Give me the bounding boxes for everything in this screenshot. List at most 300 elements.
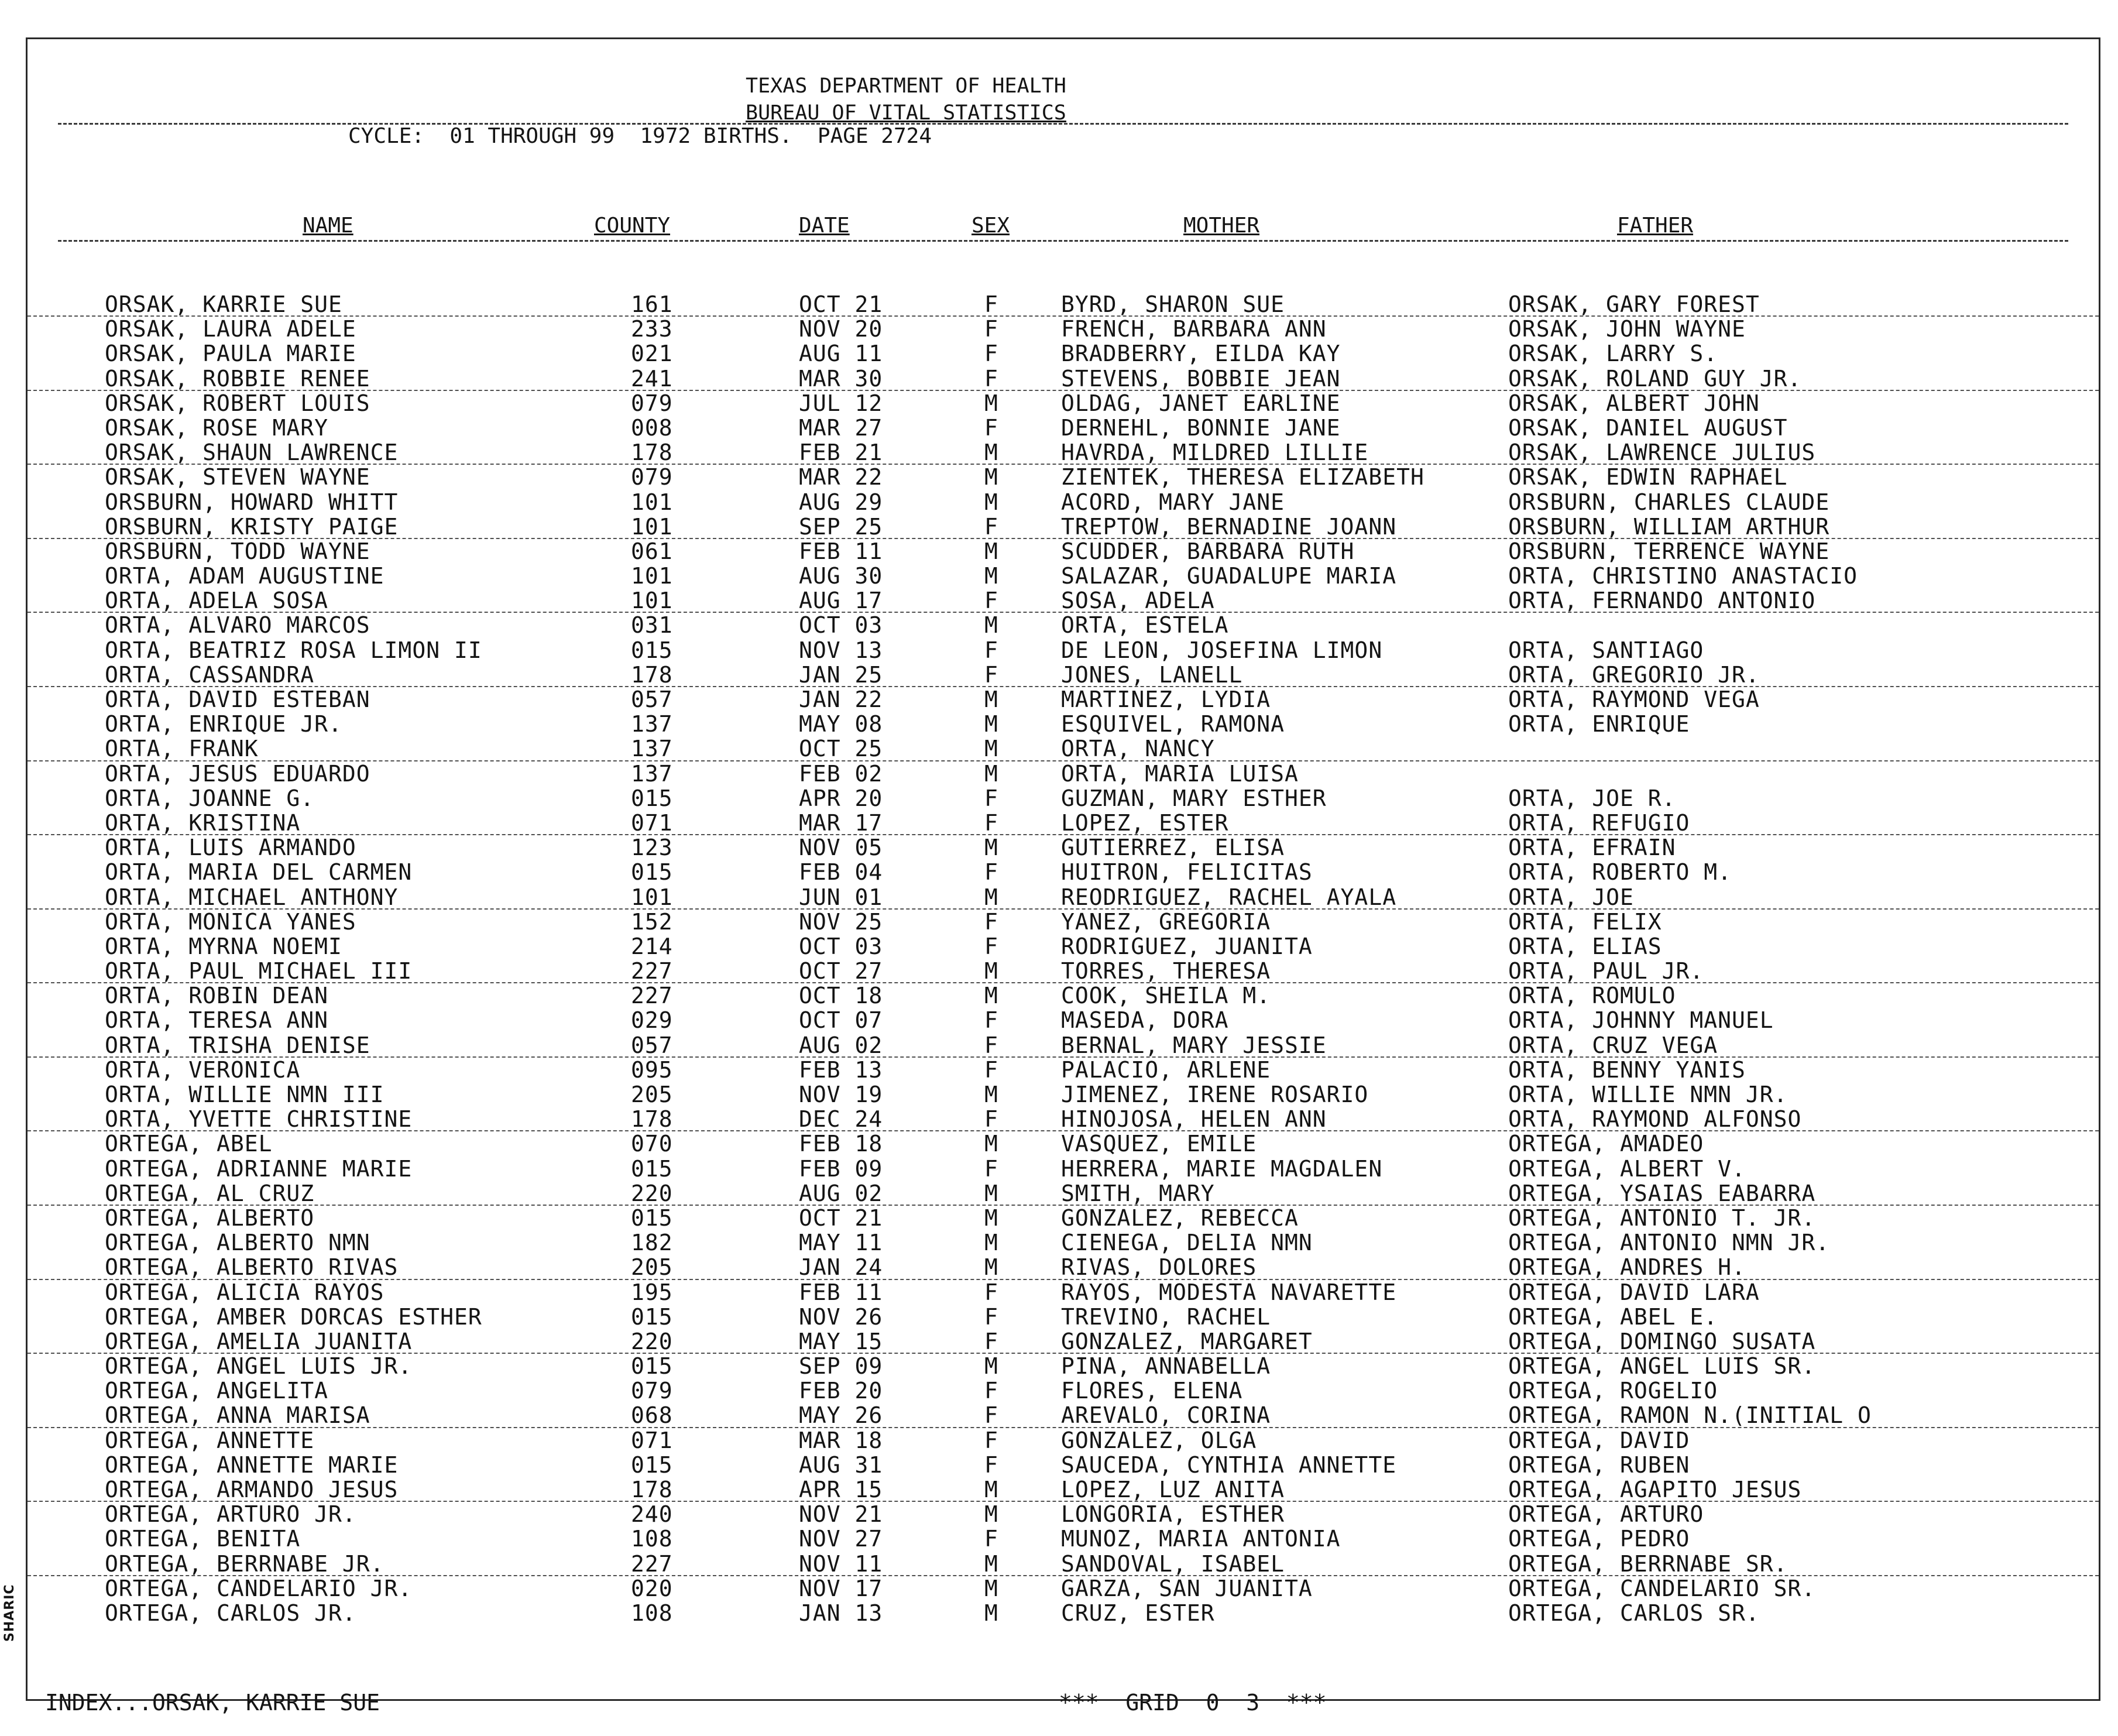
record-county: 101 <box>631 489 673 515</box>
record-date: AUG 02 <box>799 1032 883 1058</box>
record-county: 178 <box>631 440 673 466</box>
record-date: NOV 11 <box>799 1550 883 1577</box>
record-mother: ZIENTEK, THERESA ELIZABETH <box>1061 464 1424 490</box>
record-date: FEB 13 <box>799 1056 883 1083</box>
record-mother: LOPEZ, ESTER <box>1061 809 1229 836</box>
record-mother: VASQUEZ, EMILE <box>1061 1131 1257 1157</box>
record-date: AUG 30 <box>799 563 883 589</box>
record-row <box>28 712 2099 736</box>
record-row <box>28 1526 2099 1551</box>
record-name: ORTEGA, ABEL <box>105 1131 273 1157</box>
record-sex: F <box>984 1056 998 1083</box>
record-county: 178 <box>631 661 673 688</box>
record-name: ORTA, MICHAEL ANTHONY <box>105 884 399 910</box>
record-county: 020 <box>631 1575 673 1601</box>
record-date: APR 15 <box>799 1477 883 1502</box>
record-name: ORTEGA, ANNA MARISA <box>105 1402 370 1429</box>
record-name: ORTEGA, ANNETTE MARIE <box>105 1452 399 1478</box>
record-row <box>28 1280 2099 1305</box>
record-row <box>28 1502 2099 1526</box>
record-row <box>28 1082 2099 1107</box>
record-father: ORTA, JOE R. <box>1508 785 1676 811</box>
record-mother: RODRIGUEZ, JUANITA <box>1061 933 1313 959</box>
record-name: ORTA, KRISTINA <box>105 809 301 836</box>
record-sex: F <box>984 1155 998 1182</box>
record-sex: F <box>984 859 998 886</box>
record-county: 021 <box>631 341 673 367</box>
record-father: ORTA, RAYMOND ALFONSO <box>1508 1106 1802 1133</box>
record-father: ORTA, JOE <box>1508 884 1634 910</box>
record-name: ORTEGA, ARTURO JR. <box>105 1501 356 1528</box>
record-sex: M <box>984 983 998 1009</box>
record-date: MAR 17 <box>799 809 883 836</box>
record-county: 015 <box>631 1155 673 1182</box>
record-name: ORTA, ADELA SOSA <box>105 588 329 614</box>
record-sex: M <box>984 563 998 589</box>
record-name: ORTEGA, ARMANDO JESUS <box>105 1477 399 1502</box>
record-date: JAN 25 <box>799 661 883 688</box>
record-row <box>28 490 2099 514</box>
record-county: 071 <box>631 809 673 836</box>
record-name: ORSAK, ROBBIE RENEE <box>105 365 370 392</box>
record-sex: M <box>984 687 998 712</box>
record-father: ORTA, EFRAIN <box>1508 835 1676 861</box>
record-sex: M <box>984 489 998 515</box>
record-sex: M <box>984 390 998 416</box>
record-row <box>28 292 2099 317</box>
record-row <box>28 1403 2099 1428</box>
record-county: 057 <box>631 1032 673 1058</box>
record-date: FEB 20 <box>799 1378 883 1404</box>
record-county: 061 <box>631 538 673 564</box>
record-row <box>28 1058 2099 1082</box>
header-rule-bottom <box>58 240 2068 242</box>
record-father: ORSAK, EDWIN RAPHAEL <box>1508 464 1788 490</box>
record-sex: M <box>984 1254 998 1281</box>
record-mother: FLORES, ELENA <box>1061 1378 1243 1404</box>
record-date: MAR 22 <box>799 464 883 490</box>
record-name: ORTA, LUIS ARMANDO <box>105 835 356 861</box>
record-county: 108 <box>631 1600 673 1626</box>
record-row <box>28 514 2099 539</box>
record-county: 101 <box>631 884 673 910</box>
record-date: FEB 18 <box>799 1131 883 1157</box>
record-father: ORTEGA, ABEL E. <box>1508 1303 1718 1330</box>
record-row <box>28 341 2099 366</box>
column-header-date: DATE <box>799 214 850 238</box>
record-sex: F <box>984 291 998 317</box>
record-father: ORTEGA, YSAIAS EABARRA <box>1508 1180 1816 1206</box>
record-date: FEB 11 <box>799 538 883 564</box>
agency-title: TEXAS DEPARTMENT OF HEALTH <box>746 74 1066 98</box>
record-name: ORTEGA, ALICIA RAYOS <box>105 1279 385 1305</box>
record-mother: PALACIO, ARLENE <box>1061 1056 1271 1083</box>
record-mother: TREPTOW, BERNADINE JOANN <box>1061 513 1397 540</box>
record-mother: ACORD, MARY JANE <box>1061 489 1285 515</box>
record-date: FEB 11 <box>799 1279 883 1305</box>
record-father: ORTEGA, DAVID LARA <box>1508 1279 1760 1305</box>
record-sex: F <box>984 1452 998 1478</box>
record-father: ORTA, SANTIAGO <box>1508 637 1704 663</box>
record-sex: M <box>984 1501 998 1528</box>
record-county: 079 <box>631 464 673 490</box>
record-date: JAN 22 <box>799 687 883 712</box>
record-date: MAY 08 <box>799 711 883 737</box>
record-father: ORTEGA, CANDELARIO SR. <box>1508 1575 1816 1601</box>
record-row <box>28 663 2099 687</box>
record-mother: BRADBERRY, EILDA KAY <box>1061 341 1341 367</box>
record-mother: STEVENS, BOBBIE JEAN <box>1061 365 1341 392</box>
record-father: ORTEGA, RUBEN <box>1508 1452 1690 1478</box>
record-mother: SCUDDER, BARBARA RUTH <box>1061 538 1355 564</box>
record-name: ORTA, JOANNE G. <box>105 785 315 811</box>
record-father: ORTA, BENNY YANIS <box>1508 1056 1746 1083</box>
record-mother: SALAZAR, GUADALUPE MARIA <box>1061 563 1397 589</box>
record-sex: M <box>984 835 998 861</box>
record-date: MAR 27 <box>799 414 883 441</box>
record-row <box>28 786 2099 811</box>
record-date: JUL 12 <box>799 390 883 416</box>
record-sex: M <box>984 1180 998 1206</box>
record-row <box>28 539 2099 564</box>
record-mother: GONZALEZ, MARGARET <box>1061 1328 1313 1354</box>
record-mother: TREVINO, RACHEL <box>1061 1303 1271 1330</box>
record-sex: F <box>984 1427 998 1453</box>
record-date: MAR 30 <box>799 365 883 392</box>
record-sex: M <box>984 1353 998 1380</box>
record-mother: REODRIGUEZ, RACHEL AYALA <box>1061 884 1397 910</box>
record-sex: F <box>984 1378 998 1404</box>
record-name: ORSAK, ROSE MARY <box>105 414 329 441</box>
record-name: ORTEGA, AMELIA JUANITA <box>105 1328 413 1354</box>
record-mother: SOSA, ADELA <box>1061 588 1215 614</box>
record-father: ORTA, ROMULO <box>1508 983 1676 1009</box>
record-date: FEB 02 <box>799 760 883 787</box>
record-mother: SANDOVAL, ISABEL <box>1061 1550 1285 1577</box>
record-name: ORSAK, KARRIE SUE <box>105 291 342 317</box>
record-row <box>28 1378 2099 1403</box>
record-date: JUN 01 <box>799 884 883 910</box>
record-row <box>28 1576 2099 1601</box>
record-sex: F <box>984 1526 998 1552</box>
record-date: MAY 15 <box>799 1328 883 1354</box>
record-row <box>28 761 2099 786</box>
record-row <box>28 366 2099 391</box>
record-county: 233 <box>631 316 673 342</box>
sharic-stamp: SHARIC <box>2 1584 17 1642</box>
record-sex: F <box>984 513 998 540</box>
record-county: 095 <box>631 1056 673 1083</box>
record-date: NOV 17 <box>799 1575 883 1601</box>
record-mother: ORTA, ESTELA <box>1061 612 1229 639</box>
record-date: OCT 03 <box>799 933 883 959</box>
record-county: 161 <box>631 291 673 317</box>
record-row <box>28 440 2099 465</box>
record-sex: F <box>984 414 998 441</box>
record-mother: HAVRDA, MILDRED LILLIE <box>1061 440 1369 466</box>
record-sex: M <box>984 464 998 490</box>
record-row <box>28 1107 2099 1131</box>
record-county: 101 <box>631 563 673 589</box>
record-father: ORTA, PAUL JR. <box>1508 958 1704 984</box>
record-mother: BERNAL, MARY JESSIE <box>1061 1032 1327 1058</box>
record-mother: GONZALEZ, REBECCA <box>1061 1205 1299 1231</box>
record-mother: SMITH, MARY <box>1061 1180 1215 1206</box>
record-county: 015 <box>631 859 673 886</box>
record-sex: F <box>984 1032 998 1058</box>
record-county: 015 <box>631 1353 673 1380</box>
record-sex: M <box>984 1575 998 1601</box>
record-county: 108 <box>631 1526 673 1552</box>
record-county: 240 <box>631 1501 673 1528</box>
record-county: 214 <box>631 933 673 959</box>
record-name: ORSAK, ROBERT LOUIS <box>105 390 370 416</box>
record-mother: YANEZ, GREGORIA <box>1061 908 1271 935</box>
record-mother: JONES, LANELL <box>1061 661 1243 688</box>
record-name: ORTA, MARIA DEL CARMEN <box>105 859 413 886</box>
record-father: ORTEGA, ANTONIO T. JR. <box>1508 1205 1816 1231</box>
record-father: ORTA, ELIAS <box>1508 933 1662 959</box>
record-date: NOV 25 <box>799 908 883 935</box>
record-county: 178 <box>631 1106 673 1133</box>
record-name: ORTA, ADAM AUGUSTINE <box>105 563 385 589</box>
record-county: 227 <box>631 1550 673 1577</box>
record-sex: F <box>984 341 998 367</box>
record-row <box>28 687 2099 712</box>
record-row <box>28 317 2099 341</box>
record-mother: CRUZ, ESTER <box>1061 1600 1215 1626</box>
record-date: MAR 18 <box>799 1427 883 1453</box>
record-date: AUG 31 <box>799 1452 883 1478</box>
record-row <box>28 588 2099 613</box>
record-name: ORSBURN, TODD WAYNE <box>105 538 370 564</box>
record-row <box>28 1157 2099 1181</box>
record-sex: M <box>984 760 998 787</box>
register-page <box>26 37 2100 1716</box>
record-date: JAN 13 <box>799 1600 883 1626</box>
record-name: ORTEGA, ALBERTO <box>105 1205 315 1231</box>
record-mother: ESQUIVEL, RAMONA <box>1061 711 1285 737</box>
record-row <box>28 885 2099 910</box>
record-father: ORTEGA, AGAPITO JESUS <box>1508 1477 1802 1502</box>
record-name: ORSBURN, HOWARD WHITT <box>105 489 399 515</box>
record-father: ORTA, RAYMOND VEGA <box>1508 687 1760 712</box>
record-mother: LOPEZ, LUZ ANITA <box>1061 1477 1285 1502</box>
record-date: FEB 09 <box>799 1155 883 1182</box>
record-name: ORTEGA, ANGELITA <box>105 1378 329 1404</box>
record-name: ORTEGA, ANNETTE <box>105 1427 315 1453</box>
bureau-title: BUREAU OF VITAL STATISTICS <box>746 101 1066 125</box>
record-sex: F <box>984 1279 998 1305</box>
record-date: AUG 17 <box>799 588 883 614</box>
record-sex: F <box>984 908 998 935</box>
record-name: ORTA, PAUL MICHAEL III <box>105 958 413 984</box>
record-mother: ORTA, MARIA LUISA <box>1061 760 1299 787</box>
record-father: ORTEGA, ALBERT V. <box>1508 1155 1746 1182</box>
record-row <box>28 811 2099 835</box>
record-date: NOV 27 <box>799 1526 883 1552</box>
record-row <box>28 391 2099 416</box>
record-father: ORTEGA, ANTONIO NMN JR. <box>1508 1230 1830 1256</box>
record-date: OCT 21 <box>799 1205 883 1231</box>
record-father: ORTA, FERNANDO ANTONIO <box>1508 588 1816 614</box>
record-father: ORSAK, DANIEL AUGUST <box>1508 414 1788 441</box>
record-sex: F <box>984 588 998 614</box>
record-row <box>28 934 2099 959</box>
record-mother: FRENCH, BARBARA ANN <box>1061 316 1327 342</box>
record-mother: RIVAS, DOLORES <box>1061 1254 1257 1281</box>
record-father: ORSBURN, WILLIAM ARTHUR <box>1508 513 1830 540</box>
record-date: SEP 09 <box>799 1353 883 1380</box>
record-row <box>28 910 2099 934</box>
record-mother: RAYOS, MODESTA NAVARETTE <box>1061 1279 1397 1305</box>
record-row <box>28 416 2099 440</box>
record-county: 195 <box>631 1279 673 1305</box>
record-date: OCT 03 <box>799 612 883 639</box>
record-name: ORTEGA, ALBERTO NMN <box>105 1230 370 1256</box>
record-row <box>28 1230 2099 1255</box>
record-name: ORTA, YVETTE CHRISTINE <box>105 1106 413 1133</box>
record-sex: M <box>984 1230 998 1256</box>
record-name: ORTEGA, AL CRUZ <box>105 1180 315 1206</box>
index-reference: INDEX...ORSAK, KARRIE SUE <box>45 1690 380 1716</box>
record-date: DEC 24 <box>799 1106 883 1133</box>
record-name: ORTA, WILLIE NMN III <box>105 1082 385 1107</box>
record-county: 015 <box>631 785 673 811</box>
record-date: AUG 11 <box>799 341 883 367</box>
record-name: ORTA, TERESA ANN <box>105 1007 329 1034</box>
record-name: ORTA, MONICA YANES <box>105 908 356 935</box>
record-county: 205 <box>631 1254 673 1281</box>
record-father: ORSAK, ROLAND GUY JR. <box>1508 365 1802 392</box>
record-sex: F <box>984 637 998 663</box>
record-row <box>28 835 2099 860</box>
record-father: ORTA, ENRIQUE <box>1508 711 1690 737</box>
record-row <box>28 860 2099 884</box>
column-header-father: FATHER <box>1617 214 1694 238</box>
record-mother: MARTINEZ, LYDIA <box>1061 687 1271 712</box>
record-mother: BYRD, SHARON SUE <box>1061 291 1285 317</box>
record-father: ORTEGA, ARTURO <box>1508 1501 1704 1528</box>
record-row <box>28 465 2099 489</box>
record-mother: MASEDA, DORA <box>1061 1007 1229 1034</box>
record-name: ORTA, MYRNA NOEMI <box>105 933 342 959</box>
record-mother: COOK, SHEILA M. <box>1061 983 1271 1009</box>
record-mother: OLDAG, JANET EARLINE <box>1061 390 1341 416</box>
record-sex: M <box>984 1082 998 1107</box>
record-mother: LONGORIA, ESTHER <box>1061 1501 1285 1528</box>
record-date: FEB 04 <box>799 859 883 886</box>
record-county: 220 <box>631 1180 673 1206</box>
record-sex: M <box>984 440 998 466</box>
record-date: OCT 25 <box>799 736 883 762</box>
record-name: ORTA, DAVID ESTEBAN <box>105 687 370 712</box>
record-father: ORTA, ROBERTO M. <box>1508 859 1732 886</box>
record-county: 031 <box>631 612 673 639</box>
record-date: APR 20 <box>799 785 883 811</box>
record-name: ORTEGA, BENITA <box>105 1526 301 1552</box>
record-mother: HINOJOSA, HELEN ANN <box>1061 1106 1327 1133</box>
record-name: ORTA, FRANK <box>105 736 259 762</box>
record-sex: M <box>984 1477 998 1502</box>
record-county: 068 <box>631 1402 673 1429</box>
record-county: 178 <box>631 1477 673 1502</box>
record-county: 057 <box>631 687 673 712</box>
record-date: MAY 11 <box>799 1230 883 1256</box>
record-father: ORSAK, ALBERT JOHN <box>1508 390 1760 416</box>
record-name: ORTEGA, AMBER DORCAS ESTHER <box>105 1303 482 1330</box>
record-county: 101 <box>631 588 673 614</box>
record-father: ORTA, REFUGIO <box>1508 809 1690 836</box>
record-sex: F <box>984 661 998 688</box>
record-name: ORTA, TRISHA DENISE <box>105 1032 370 1058</box>
record-name: ORTEGA, CARLOS JR. <box>105 1600 356 1626</box>
record-sex: F <box>984 1328 998 1354</box>
record-mother: DERNEHL, BONNIE JANE <box>1061 414 1341 441</box>
record-name: ORSBURN, KRISTY PAIGE <box>105 513 399 540</box>
record-row <box>28 1329 2099 1354</box>
record-date: OCT 07 <box>799 1007 883 1034</box>
record-county: 152 <box>631 908 673 935</box>
record-father: ORSAK, JOHN WAYNE <box>1508 316 1746 342</box>
record-row <box>28 1428 2099 1453</box>
record-county: 015 <box>631 1205 673 1231</box>
record-sex: F <box>984 933 998 959</box>
record-name: ORSAK, LAURA ADELE <box>105 316 356 342</box>
record-county: 079 <box>631 390 673 416</box>
record-county: 182 <box>631 1230 673 1256</box>
record-date: AUG 29 <box>799 489 883 515</box>
record-row <box>28 1255 2099 1279</box>
record-date: FEB 21 <box>799 440 883 466</box>
record-date: SEP 25 <box>799 513 883 540</box>
record-sex: M <box>984 1131 998 1157</box>
record-father: ORTEGA, ROGELIO <box>1508 1378 1718 1404</box>
record-sex: M <box>984 1600 998 1626</box>
record-row <box>28 1453 2099 1477</box>
record-mother: MUNOZ, MARIA ANTONIA <box>1061 1526 1341 1552</box>
column-header-county: COUNTY <box>594 214 671 238</box>
record-father: ORTA, FELIX <box>1508 908 1662 935</box>
record-county: 015 <box>631 637 673 663</box>
record-name: ORTEGA, ADRIANNE MARIE <box>105 1155 413 1182</box>
record-father: ORTA, GREGORIO JR. <box>1508 661 1760 688</box>
record-sex: M <box>984 958 998 984</box>
record-county: 070 <box>631 1131 673 1157</box>
record-mother: PINA, ANNABELLA <box>1061 1353 1271 1380</box>
record-father: ORSBURN, TERRENCE WAYNE <box>1508 538 1830 564</box>
record-date: AUG 02 <box>799 1180 883 1206</box>
record-name: ORTA, ROBIN DEAN <box>105 983 329 1009</box>
record-county: 227 <box>631 958 673 984</box>
record-father: ORSAK, GARY FOREST <box>1508 291 1760 317</box>
record-mother: DE LEON, JOSEFINA LIMON <box>1061 637 1383 663</box>
column-header-name: NAME <box>303 214 353 238</box>
record-mother: HUITRON, FELICITAS <box>1061 859 1313 886</box>
record-date: NOV 20 <box>799 316 883 342</box>
record-county: 008 <box>631 414 673 441</box>
column-header-mother: MOTHER <box>1183 214 1260 238</box>
record-name: ORTA, ENRIQUE JR. <box>105 711 342 737</box>
record-county: 123 <box>631 835 673 861</box>
record-father: ORSAK, LARRY S. <box>1508 341 1718 367</box>
record-father: ORTA, JOHNNY MANUEL <box>1508 1007 1774 1034</box>
record-county: 241 <box>631 365 673 392</box>
record-father: ORTA, CRUZ VEGA <box>1508 1032 1718 1058</box>
record-name: ORTA, ALVARO MARCOS <box>105 612 370 639</box>
record-row <box>28 1181 2099 1206</box>
record-county: 071 <box>631 1427 673 1453</box>
